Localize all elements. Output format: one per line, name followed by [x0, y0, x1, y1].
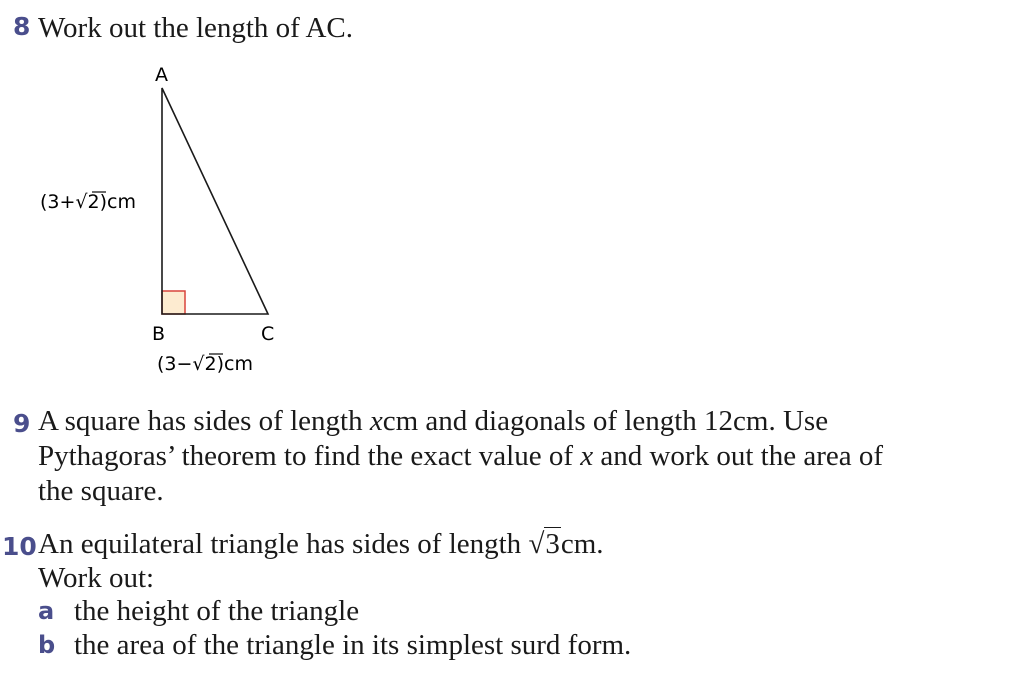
right-angle-marker [162, 291, 185, 314]
part-b-text: the area of the triangle in its simplest surd form. [74, 629, 632, 661]
side-bc-label: (3−√2)cm [157, 353, 253, 375]
triangle-abc [162, 88, 268, 314]
question-9-line-3: the square. [38, 475, 164, 507]
question-8-text: Work out the length of AC. [38, 12, 354, 44]
question-number-10: 10 [2, 532, 37, 561]
part-a-letter: a [38, 597, 55, 625]
question-9-line-2: Pythagoras’ theorem to find the exact value of x and work out the area of [38, 440, 883, 472]
vertex-label-b: B [152, 323, 166, 345]
question-number-9: 9 [13, 409, 31, 438]
vertex-label-c: C [261, 323, 275, 345]
question-10-line-2: Work out: [38, 562, 155, 594]
question-10-line-1: An equilateral triangle has sides of length √3cm. [38, 528, 604, 560]
question-9-line-1: A square has sides of length xcm and diagonals of length 12cm. Use [38, 405, 829, 437]
part-a-text: the height of the triangle [74, 595, 360, 627]
right-triangle-diagram [0, 60, 300, 375]
side-ab-label: (3+√2)cm [40, 191, 136, 213]
question-number-8: 8 [13, 12, 31, 41]
part-b-letter: b [38, 631, 56, 659]
vertex-label-a: A [155, 64, 168, 86]
sqrt-symbol: √3 [528, 528, 560, 560]
